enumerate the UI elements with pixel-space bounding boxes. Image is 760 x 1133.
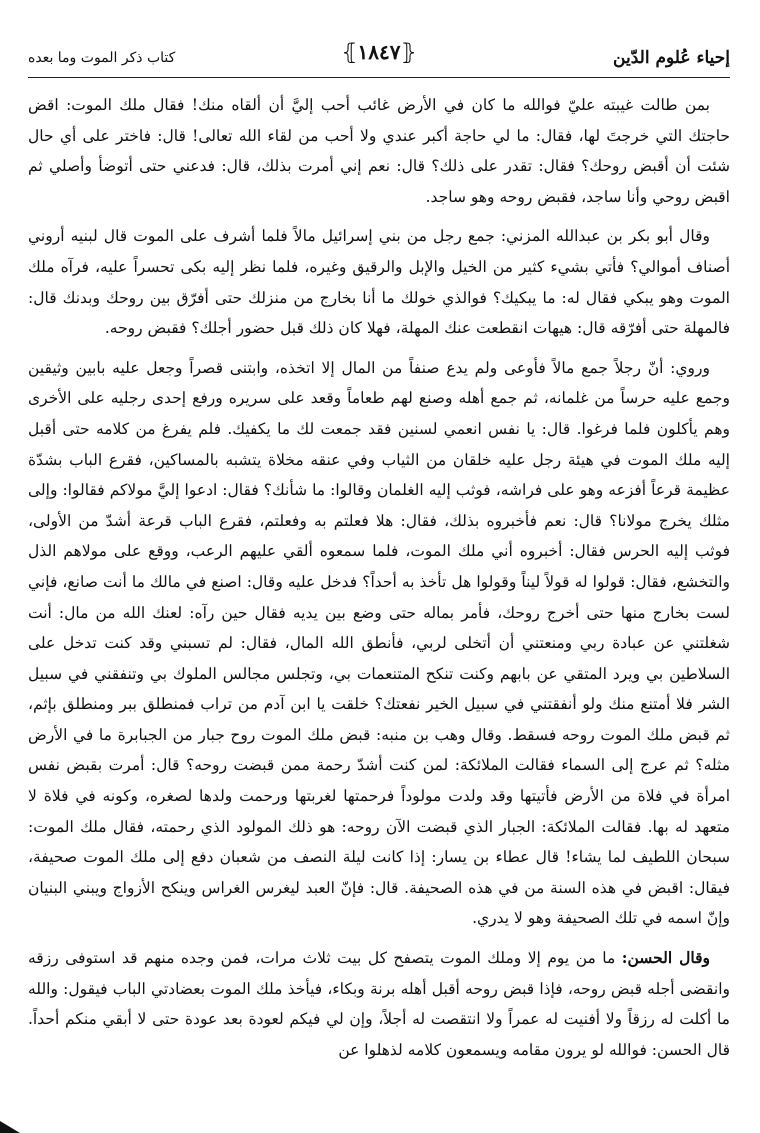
paragraph [28, 221, 730, 343]
page-body [28, 90, 730, 1065]
paragraph-text: ما من يوم إلا وملك الموت يتصفح كل بيت ثلاث مرات، فمن وجده منهم قد استوفى رزقه وانقضى أجله قبض روحه، فإذا قبض روحه أقبل أهله برنة وبكاء، فيأخذ ملك الموت بعضادتي الباب فيقول: والله ما أكلت له رزقاً ولا أفنيت له عمراً ولا انتقصت له أجلاً، وإن لي فيكم لعودة بعد عودة حتى لا أبقي منكم أحداً. قال الحسن: فوالله لو يرون مقامه ويسمعون كلامه لذهلوا عن [28, 949, 730, 1059]
paragraph [28, 353, 730, 934]
paragraph-text: وروي: أنّ رجلاً جمع مالاً فأوعى ولم يدع صنفاً من المال إلا اتخذه، وابتنى قصراً وجعل عليه بابين وثيقين وجمع عليه حرساً من غلمانه، ثم جمع أهله وصنع لهم طعاماً وقعد على سريره ورفع إحدى رجليه على الأخرى وهم يأكلون فلما فرغوا. قال: يا نفس انعمي لسنين فقد جمعت لك ما يكفيك. فلم يفرغ من كلامه حتى أقبل إليه ملك الموت في هيئة رجل عليه خلقان من الثياب وفي عنقه مخلاة يتشبه بالمساكين، فقرع الباب بشدّة عظيمة قرعاً أفزعه وهو على فراشه، فوثب إليه الغلمان وقالوا: ما شأنك؟ فقال: ادعوا إليَّ مولاكم فقالوا: وإلى مثلك يخرج مولانا؟ قال: نعم فأخبروه بذلك، فقال: هلا فعلتم به وفعلتم، فقرع الباب قرعة أشدّ من الأولى، فوثب إليه الحرس فقال: أخبروه أني ملك الموت، فلما سمعوه ألقي عليهم الرعب، ووقع على مولاهم الذل والتخشع، فقال: قولوا له قولاً ليناً وقولوا هل تأخذ به أحداً؟ فدخل عليه وقال: اصنع في مالك ما أنت صانع، فإني لست بخارج منها حتى أخرج روحك، فأمر بماله حتى وضع بين يديه فقال حين رآه: لعنك الله من مال: أنت شغلتني عن عبادة ربي ومنعتني أن أتخلى لربي، فأنطق الله المال، فقال: لم تسبني وقد كنت تدخل على السلاطين بي ويرد المتقي عن بابهم وكنت تنكح المتنعمات بي، وتجلس مجالس الملوك بي وتنفقني في سبيل الشر فلا أمتنع منك ولو أنفقتني في سبيل الخير نفعتك؟ خلقت يا ابن آدم من تراب فمنطلق ببر ومنطلق بإثم، ثم قبض ملك الموت روحه فسقط. وقال وهب بن منبه: قبض ملك الموت روح جبار من الجبابرة ما في الأرض مثله؟ ثم عرج إلى السماء فقالت الملائكة: لمن كنت أشدّ رحمة ممن قبضت روحه؟ قال: أمرت بقبض نفس امرأة في فلاة من الأرض فأتيتها وقد ولدت مولوداً فرحمتها لغربتها ورحمت ولدها لصغره، وكونه في فلاة لا متعهد له بها. فقالت الملائكة: الجبار الذي قبضت الآن روحه: هو ذلك المولود الذي رحمته، فقال ملك الموت: سبحان اللطيف لما يشاء! قال عطاء بن يسار: إذا كانت ليلة النصف من شعبان دفع إلى ملك الموت صحيفة، فيقال: اقبض في هذه السنة من في هذه الصحيفة. قال: فإنّ العبد ليغرس الغراس وينكح الأزواج ويبني البنيان وإنّ اسمه في تلك الصحيفة وهو لا يدري. [28, 358, 730, 928]
header-divider [28, 77, 730, 78]
speaker-label: وقال الحسن: [621, 948, 710, 968]
page-number: ١٨٤٧ [357, 40, 401, 64]
page-number-block [341, 40, 416, 65]
book-title: إحياء عُلوم الدّين [613, 48, 730, 68]
paragraph [28, 90, 730, 212]
left-ornament-icon: ⦃ [341, 40, 358, 65]
chapter-title: كتاب ذكر الموت وما بعده [28, 50, 176, 66]
page-corner-mark [0, 1121, 20, 1133]
paragraph-text: بمن طالت غيبته عليّ فوالله ما كان في الأرض غائب أحب إليَّ أن ألقاه منك! فقال ملك الموت: اقض حاجتك التي خرجتَ لها، فقال: ما لي حاجة أكبر عندي ولا أحب من لقاء الله تعالى! قال: فاختر على أي حال شئت أن أقبض روحك؟ فقال: تقدر على ذلك؟ قال: نعم إني أمرت بذلك، قال: فدعني حتى أتوضأ وأصلي ثم اقبض روحي وأنا ساجد، فقبض روحه وهو ساجد. [28, 96, 730, 206]
page-header [28, 38, 730, 78]
right-ornament-icon: ⦄ [400, 40, 417, 65]
paragraph-text: وقال أبو بكر بن عبدالله المزني: جمع رجل من بني إسرائيل مالاً فلما أشرف على الموت قال لبنيه أروني أصناف أموالي؟ فأتي بشيء كثير من الخيل والإبل والرقيق وغيره، فلما نظر إليه بكى تحسراً عليه، فرآه ملك الموت وهو يبكي فقال له: ما يبكيك؟ فوالذي خولك ما أنا بخارج من منزلك حتى أفرّق بين روحك وبدنك قال: فالمهلة حتى أفرّقه قال: هيهات انقطعت عنك المهلة، فهلا كان ذلك قبل حضور أجلك؟ فقبض روحه. [28, 227, 730, 338]
paragraph [28, 943, 730, 1065]
